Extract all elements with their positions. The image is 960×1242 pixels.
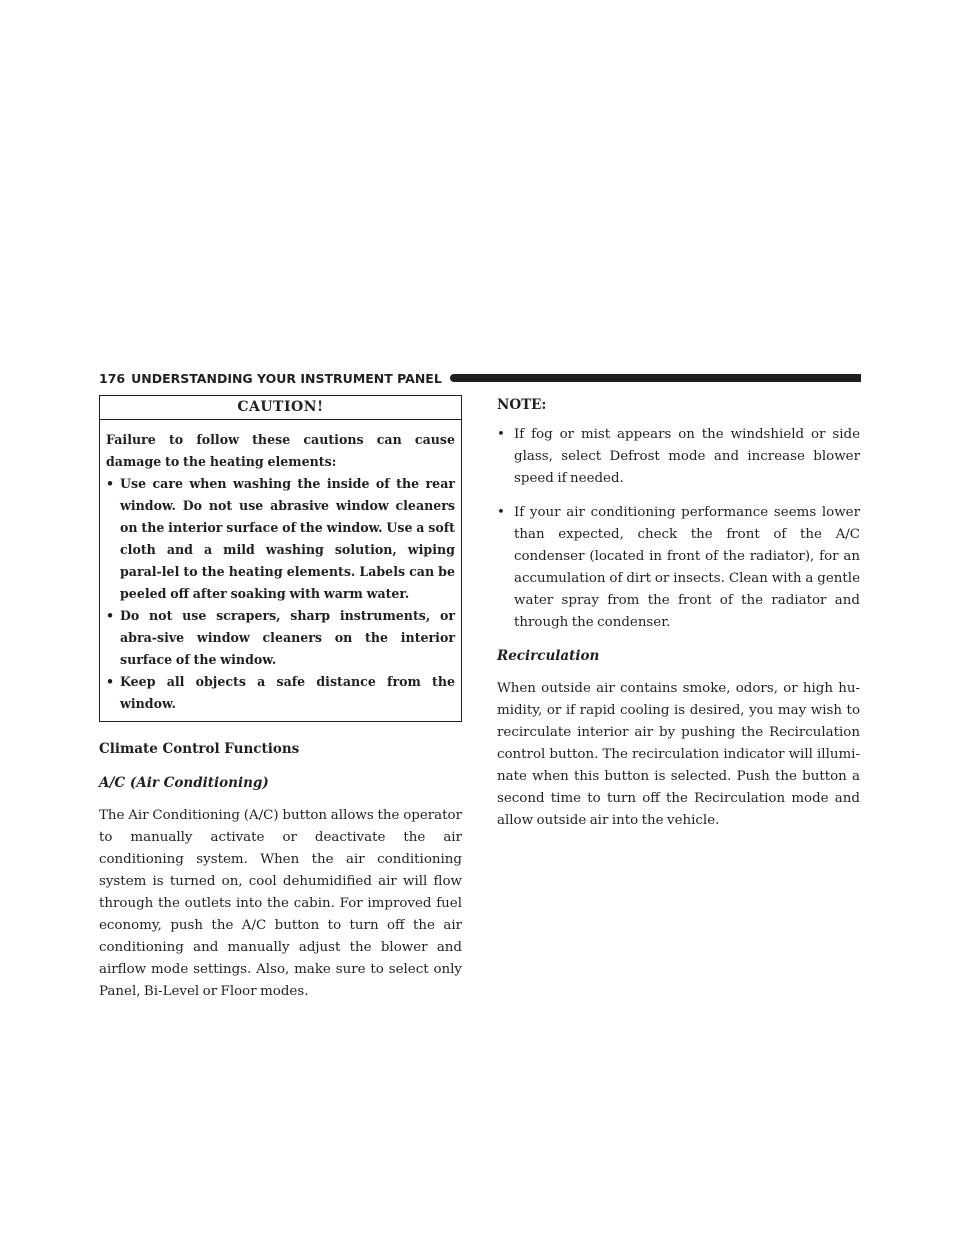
caution-item <box>106 605 455 671</box>
caution-body <box>100 420 461 721</box>
bullet-icon: • <box>106 674 115 689</box>
note-label: NOTE: <box>497 397 547 413</box>
recirculation-heading: Recirculation <box>497 648 600 664</box>
bullet-icon: • <box>106 608 115 623</box>
ac-heading: A/C (Air Conditioning) <box>99 775 269 791</box>
caution-item-text: Use care when washing the inside of the rear window. Do not use abrasive window cleaners on the interior surface of the window. Use a soft cloth and a mild washing solution, wiping paral-lel to the heating elements. Labels can be peeled off after soaking with warm water. <box>120 476 455 601</box>
caution-box <box>99 395 462 722</box>
caution-item-text: Keep all objects a safe distance from the window. <box>120 674 455 711</box>
bullet-icon: • <box>106 476 115 491</box>
page-header <box>99 369 861 387</box>
bullet-icon: • <box>497 427 505 442</box>
caution-item <box>106 671 455 715</box>
note-item-text: If fog or mist appears on the windshield or side glass, select Defrost mode and increase blower speed if needed. <box>514 427 860 486</box>
page-number: 176 <box>99 370 126 386</box>
section-title: UNDERSTANDING YOUR INSTRUMENT PANEL <box>131 370 442 386</box>
caution-intro: Failure to follow these cautions can cause damage to the heating elements: <box>106 432 455 469</box>
ac-paragraph: The Air Conditioning (A/C) button allows the operator to manually activate or deactivate the air conditioning system. When the air conditioning system is turned on, cool dehumidified air will flow through the outlets into the cabin. For improved fuel economy, push the A/C button to turn off the air conditioning and manually adjust the blower and airflow mode settings. Also, make sure to select only Panel, Bi-Level or Floor modes. <box>99 808 462 999</box>
caution-list <box>106 473 455 715</box>
left-column <box>99 395 462 1003</box>
note-item-text: If your air conditioning performance seems lower than expected, check the front of the A/C condenser (located in front of the radiator), for an accumulation of dirt or insects. Clean with a gentle water spray from the front of the radiator and through the condenser. <box>514 505 860 630</box>
recirculation-paragraph: When outside air contains smoke, odors, or high hu-midity, or if rapid cooling is desired, you may wish to recirculate interior air by pushing the Recirculation control button. The recirculation indicator will illumi-nate when this button is selected. Push the button a second time to turn off the Recirculation mode and allow outside air into the vehicle. <box>497 681 860 828</box>
note-item <box>497 502 860 634</box>
header-rule <box>450 374 861 382</box>
note-list <box>497 424 860 634</box>
climate-heading: Climate Control Functions <box>99 741 300 757</box>
caution-item <box>106 473 455 605</box>
bullet-icon: • <box>497 505 505 520</box>
right-column <box>497 395 860 832</box>
caution-item-text: Do not use scrapers, sharp instruments, or abra-sive window cleaners on the interior surface of the window. <box>120 608 455 667</box>
note-item <box>497 424 860 490</box>
caution-title: CAUTION! <box>100 396 461 420</box>
